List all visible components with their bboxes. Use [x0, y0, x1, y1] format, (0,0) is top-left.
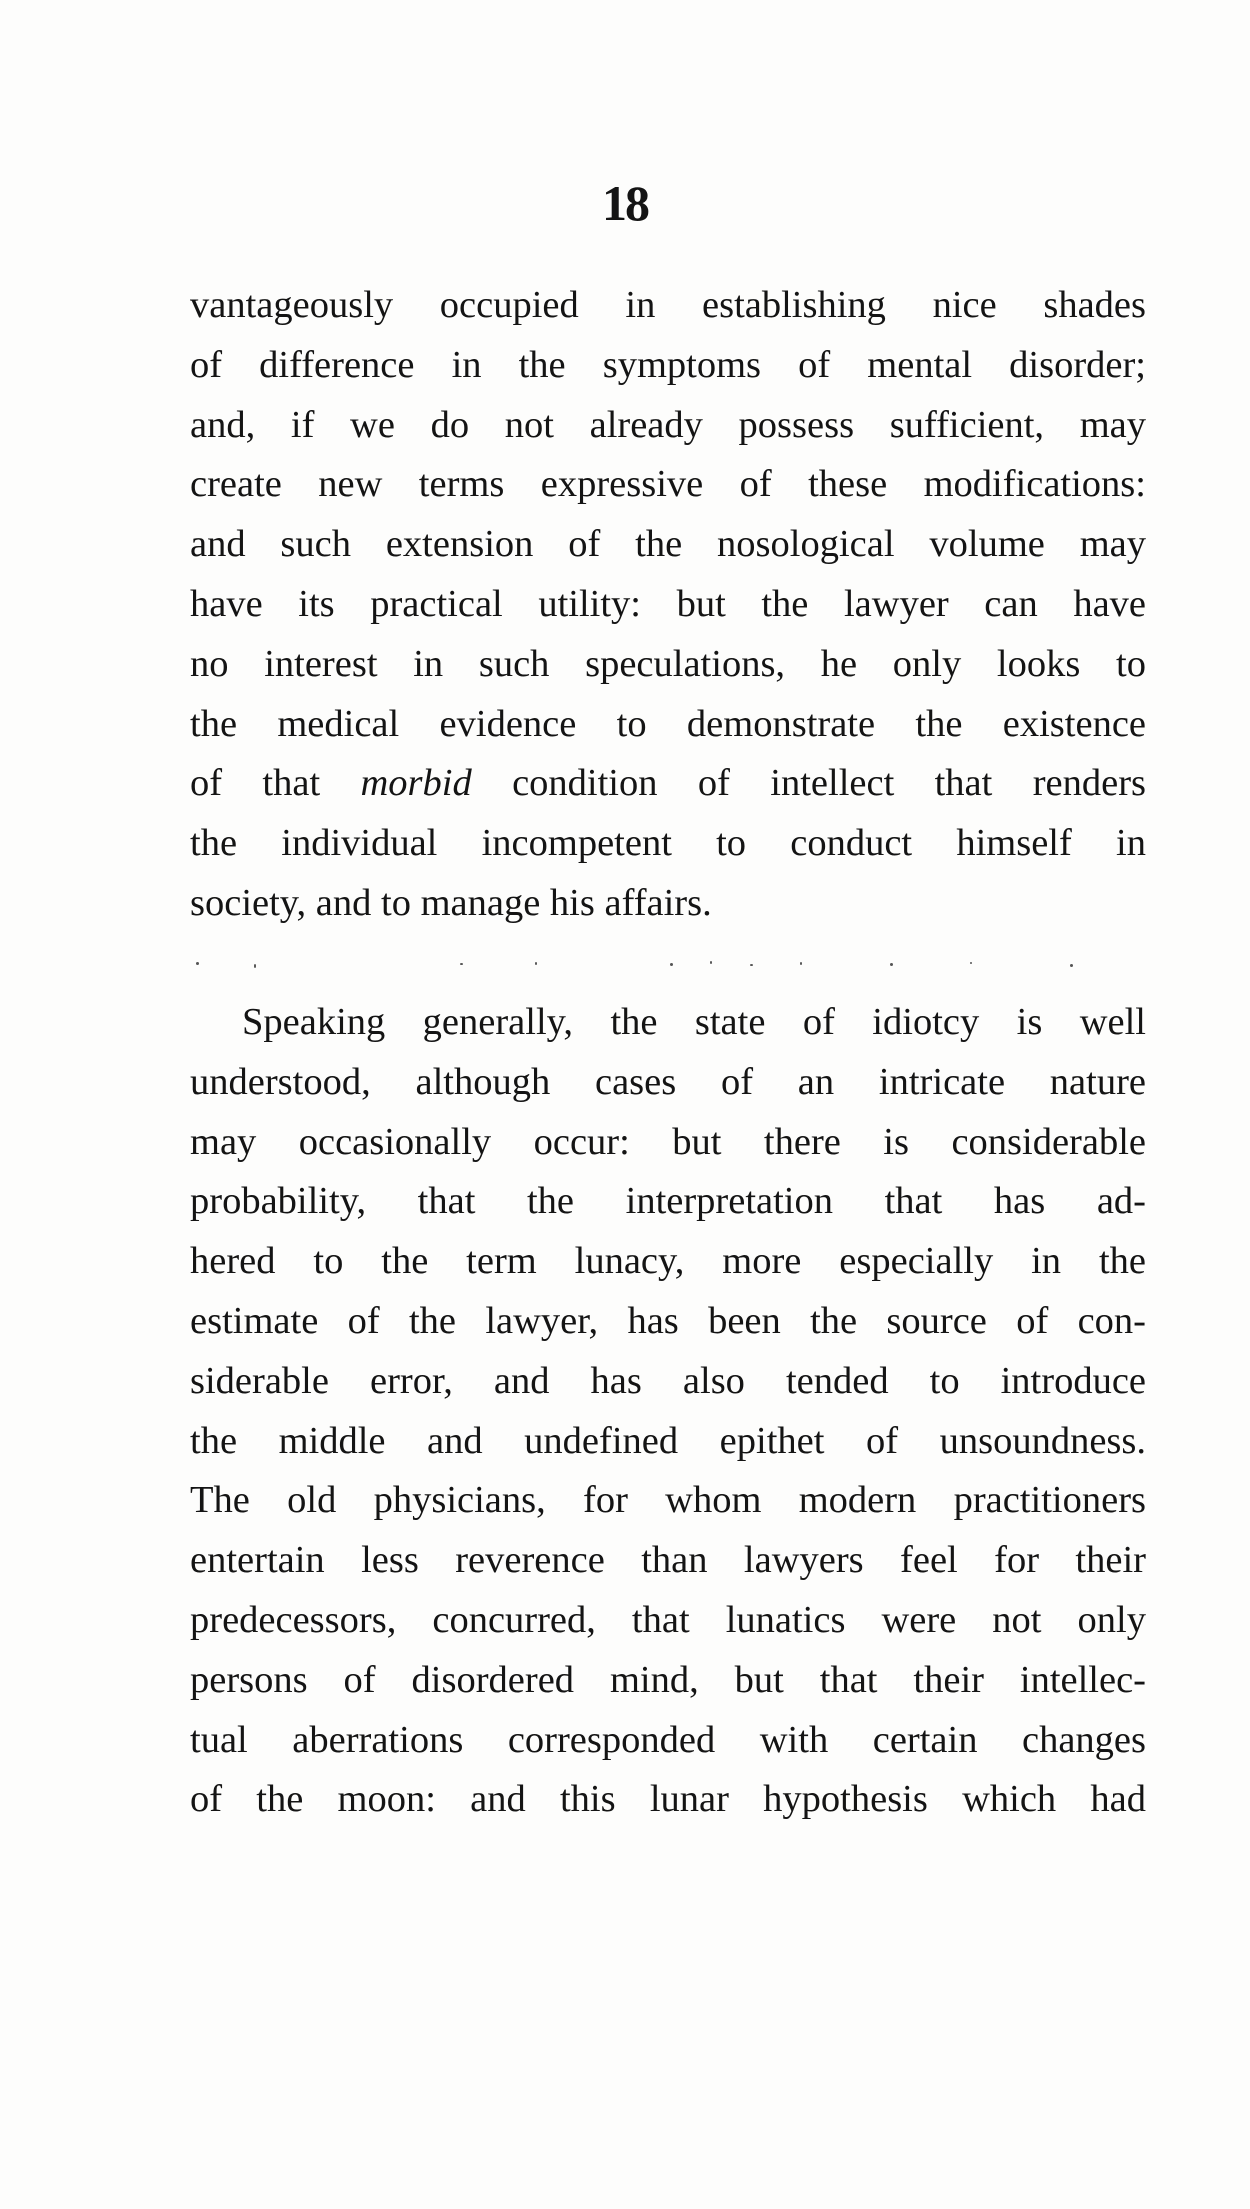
text-line: The old physicians, for whom modern practitioners — [190, 1479, 1146, 1522]
text-line: of the moon: and this lunar hypothesis which had — [190, 1778, 1146, 1821]
text-line: have its practical utility: but the lawyer can have — [190, 582, 1146, 625]
text-line: and, if we do not already possess sufficient, may — [190, 403, 1146, 446]
text-line: understood, although cases of an intricate nature — [190, 1060, 1146, 1103]
text-line: no interest in such speculations, he only looks to — [190, 642, 1146, 685]
text-line: entertain less reverence than lawyers feel for their — [190, 1539, 1146, 1582]
text-line-with-italic — [190, 754, 1146, 814]
page-number: 18 — [602, 175, 648, 231]
text-line: tual aberrations corresponded with certain changes — [190, 1718, 1146, 1761]
text-line: probability, that the interpretation that has ad- — [190, 1180, 1146, 1223]
text-line: Speaking generally, the state of idiotcy is well — [242, 1001, 1146, 1043]
text-line: predecessors, concurred, that lunatics were not only — [190, 1598, 1146, 1641]
italic-word: morbid — [360, 762, 472, 805]
text-line: estimate of the lawyer, has been the source of con- — [190, 1299, 1146, 1342]
text-line: may occasionally occur: but there is considerable — [190, 1120, 1146, 1163]
text-line: and such extension of the nosological volume may — [190, 523, 1146, 566]
paragraph-1 — [190, 276, 1146, 934]
text-line: create new terms expressive of these modifications: — [190, 463, 1146, 506]
text-line: society, and to manage his affairs. — [190, 881, 712, 924]
text-line: persons of disordered mind, but that their intellec- — [190, 1658, 1146, 1701]
text-line: siderable error, and has also tended to introduce — [190, 1359, 1146, 1402]
text-line: the medical evidence to demonstrate the existence — [190, 702, 1146, 745]
text-segment: of that — [190, 762, 361, 805]
text-segment: condition of intellect that renders — [471, 762, 1146, 805]
text-line: hered to the term lunacy, more especially in the — [190, 1240, 1146, 1283]
text-line: vantageously occupied in establishing nice shades — [190, 284, 1146, 326]
print-specks — [190, 960, 1150, 970]
text-line: the middle and undefined epithet of unsoundness. — [190, 1419, 1146, 1462]
text-line: of difference in the symptoms of mental disorder; — [190, 343, 1146, 386]
paragraph-2 — [190, 993, 1146, 1830]
text-line: the individual incompetent to conduct himself in — [190, 822, 1146, 865]
